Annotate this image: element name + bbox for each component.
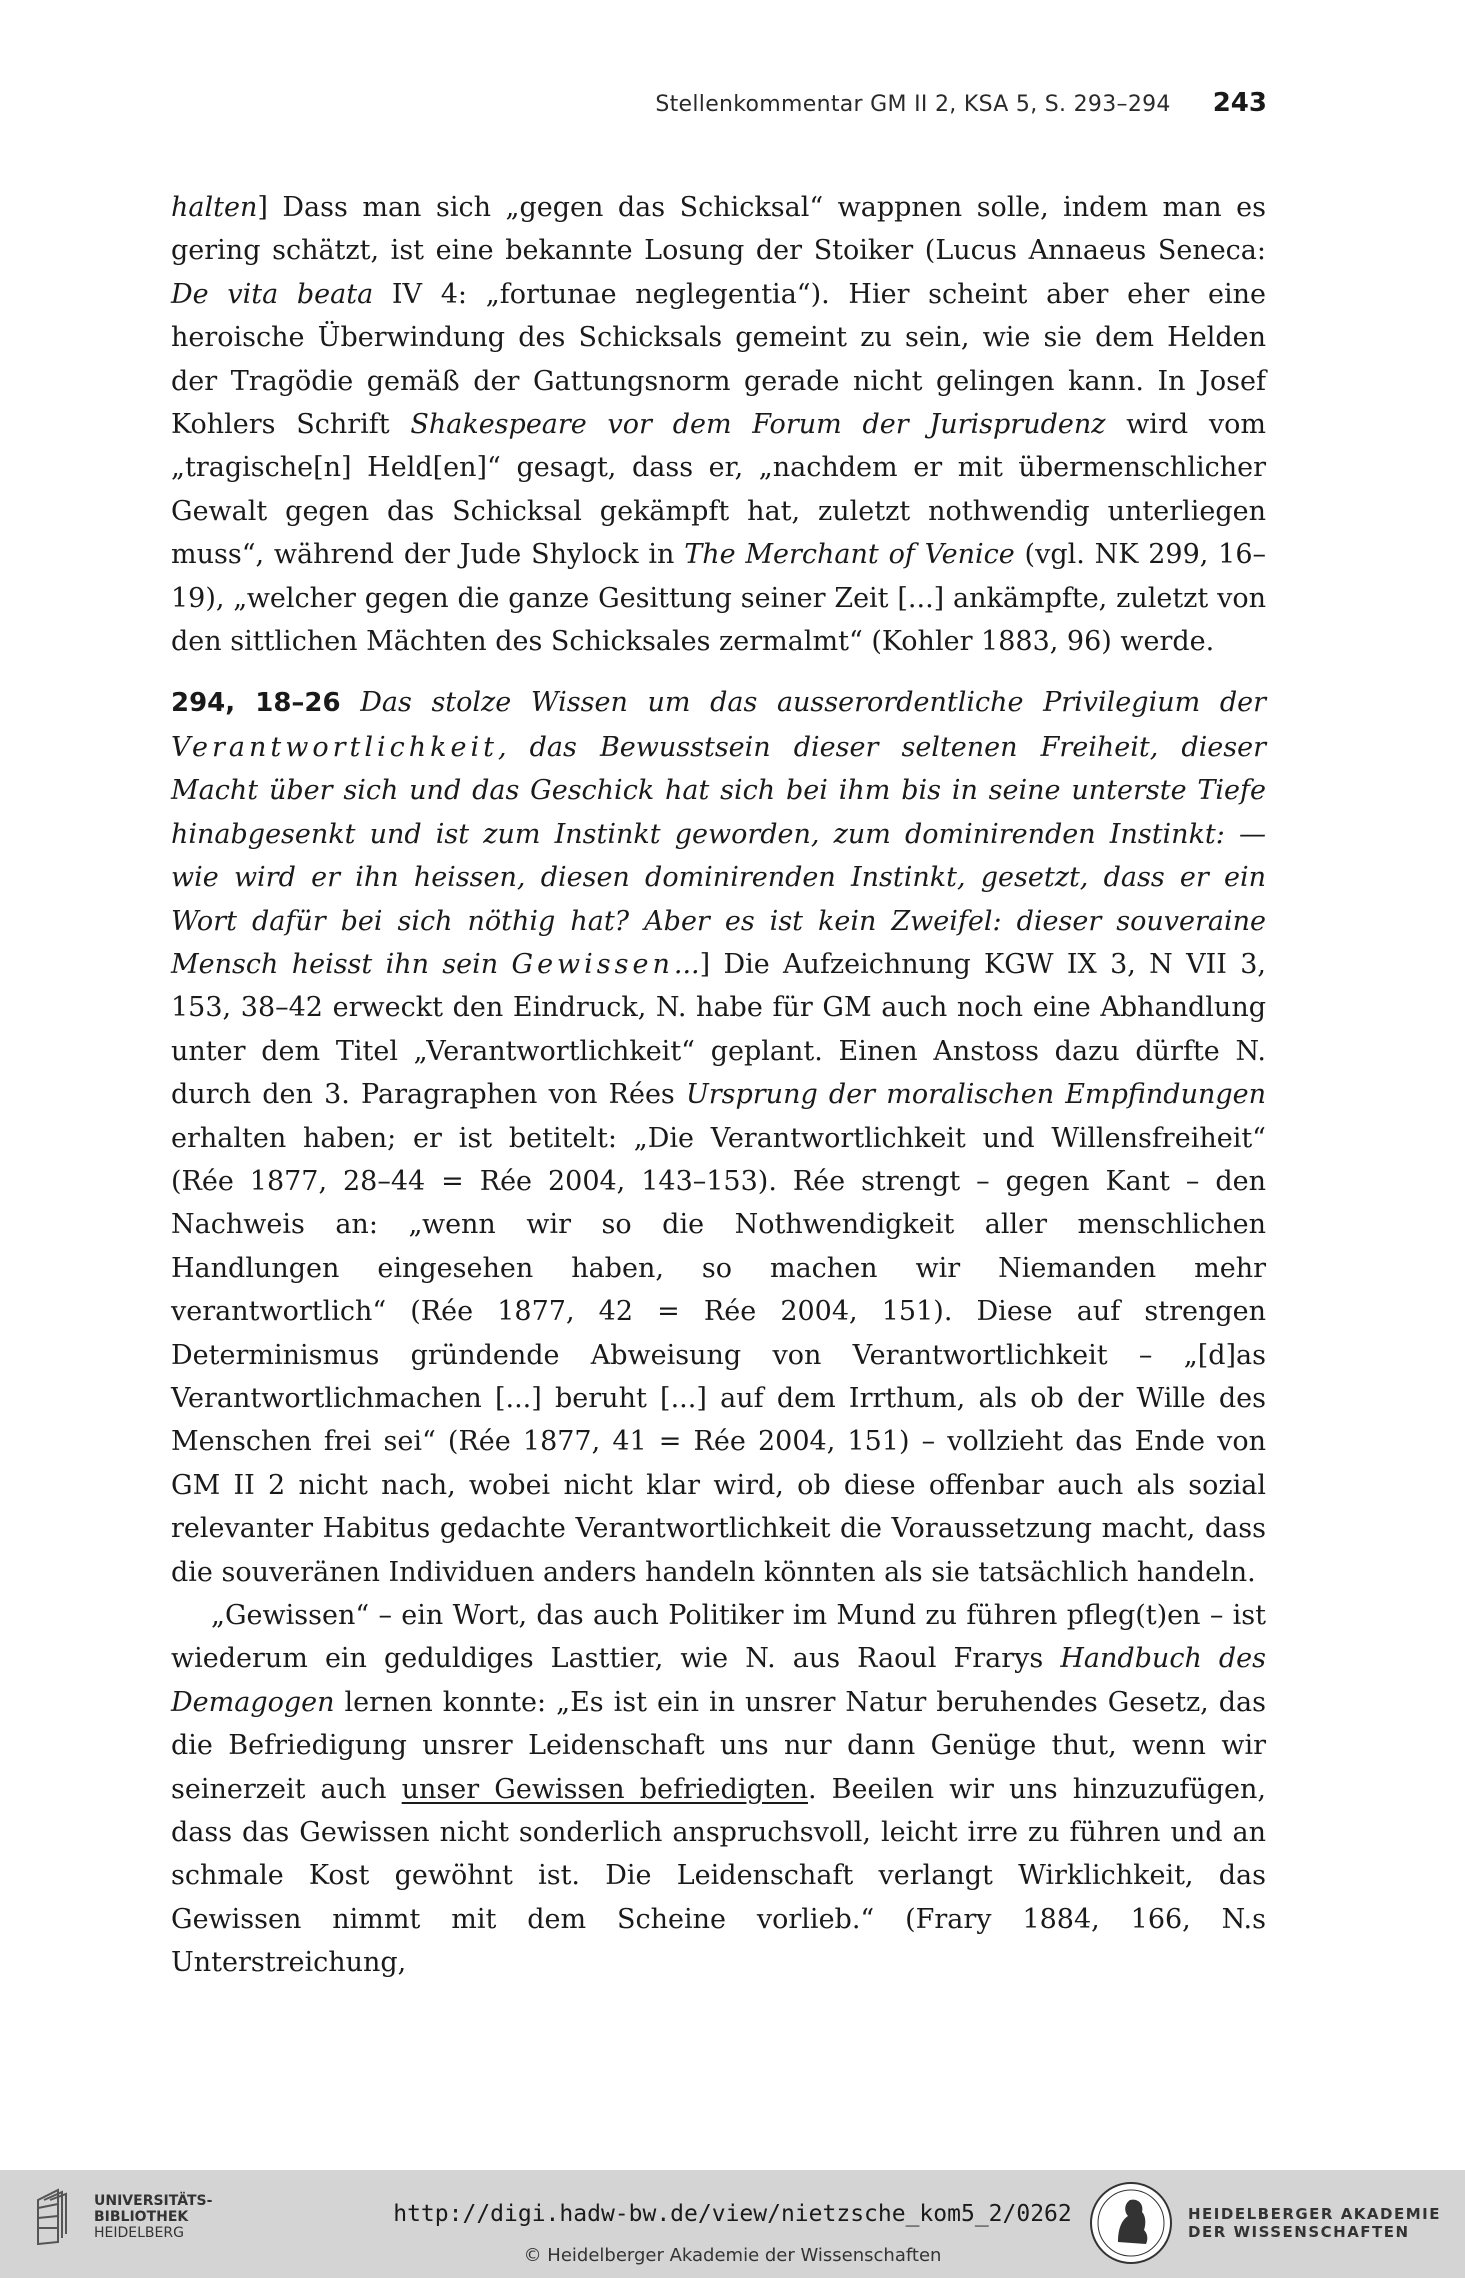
ub-logo-line: BIBLIOTHEK	[94, 2209, 189, 2225]
lemma-text: Das stolze Wissen um das ausserordentliche Privilegium der	[360, 687, 1266, 719]
running-header	[655, 88, 1267, 118]
text-run: erhalten haben; er ist betitelt: „Die Verantwortlichkeit und Willensfreiheit“ (Rée 1877, 28–44 = Rée 2004, 143–153). Rée strengt – gegen Kant – den Nachweis an: „wenn wir so die Nothwendigkeit aller menschlichen Handlungen eingesehen haben, so machen wir Niemanden mehr verantwortlich“ (Rée 1877, 42 = Rée 2004, 151). Diese auf strengen Determinismus gründende Abweisung von Verantwortlichkeit – „[d]as Verantwortlichmachen [...] beruht [...] auf dem Irrthum, als ob der Wille des Menschen frei sei“ (Rée 1877, 41 = Rée 2004, 151) – vollzieht das Ende von GM II 2 nicht nach, wobei nicht klar wird, ob diese offenbar auch als sozial relevanter Habitus gedachte Verantwortlichkeit die Voraussetzung macht, dass die souveränen Individuen anders handeln könnten als sie tatsächlich handeln.	[171, 1122, 1266, 1588]
italic-text: halten	[171, 192, 258, 223]
italic-text: Handbuch des Demagogen	[171, 1643, 1266, 1718]
page-number: 243	[1212, 88, 1267, 118]
ub-logo-line: UNIVERSITÄTS-	[94, 2193, 213, 2209]
text-run: „Gewissen“ – ein Wort, das auch Politiker im Mund zu führen pfleg(t)en – ist wiederum ein geduldiges Lasttier, wie N. aus Raoul Frarys	[171, 1600, 1266, 1675]
text-run: (vgl. NK 299, 16–19), „welcher gegen die ganze Gesittung seiner Zeit [...] ankämpfte, zuletzt von den sittlichen Mächten des Schicksales zermalmt“ (Kohler 1883, 96) werde.	[171, 539, 1267, 658]
academy-seal-icon	[1088, 2180, 1174, 2266]
text-run: IV 4: „fortunae neglegentia“). Hier scheint aber eher eine heroische Überwindung des Schicksals gemeint zu sein, wie sie dem Helden der Tragödie gemäß der Gattungsnorm gerade nicht gelingen kann. In Josef Kohlers Schrift	[171, 278, 1267, 441]
spaced-lemma-text: Gewissen	[511, 948, 674, 980]
lemma-text: , das Bewusstsein dieser seltenen Freiheit, dieser Macht über sich und das Geschick hat sich bei ihm bis in seine unterste Tiefe hinabgesenkt und ist zum Instinkt geworden, zum dominirenden Instinkt: — wie wird er ihn heissen, diesen dominirenden Instinkt, gesetzt, dass er ein Wort dafür bei sich nöthig hat? Aber es ist kein Zweifel: dieser souveraine Mensch heisst ihn sein	[171, 731, 1266, 980]
paragraph-3	[171, 1594, 1266, 1985]
ub-logo-line: HEIDELBERG	[94, 2225, 184, 2241]
italic-text: The Merchant of Venice	[684, 539, 1015, 571]
lemma-text: ...	[673, 948, 700, 980]
main-text	[171, 186, 1266, 1985]
copyright-notice: © Heidelberger Akademie der Wissenschaften	[523, 2245, 942, 2266]
text-run: ] Die Aufzeichnung KGW IX 3, N VII 3, 153, 38–42 erweckt den Eindruck, N. habe für GM auch noch eine Abhandlung unter dem Titel „Verantwortlichkeit“ geplant. Einen Anstoss dazu dürfte N. durch den 3. Paragraphen von Rées	[171, 948, 1266, 1111]
paragraph-1	[171, 186, 1266, 663]
spaced-lemma-text: Verantwortlichkeit	[171, 731, 498, 763]
text-run: ] Dass man sich „gegen das Schicksal“ wappnen solle, indem man es gering schätzt, ist eine bekannte Losung der Stoiker (Lucus Annaeus Seneca:	[171, 192, 1266, 267]
text-run: . Beeilen wir uns hinzuzufügen, dass das Gewissen nicht sonderlich anspruchsvoll, leicht irre zu führen und an schmale Kost gewöhnt ist. Die Leidenschaft verlangt Wirklichkeit, das Gewissen nimmt mit dem Scheine vorlieb.“ (Frary 1884, 166, N.s Unterstreichung,	[171, 1773, 1266, 1979]
paragraph-2	[171, 681, 1266, 1594]
hadw-logo	[1088, 2180, 1441, 2266]
hadw-logo-line: HEIDELBERGER AKADEMIE	[1188, 2205, 1441, 2223]
text-run: lernen konnte: „Es ist ein in unsrer Natur beruhendes Gesetz, das die Befriedigung unsrer Leidenschaft uns nur dann Genüge thut, wenn wir seinerzeit auch	[171, 1686, 1266, 1805]
italic-text: Shakespeare vor dem Forum der Jurisprudenz	[410, 409, 1106, 441]
hadw-logo-line: DER WISSENSCHAFTEN	[1188, 2223, 1410, 2241]
hadw-logo-text	[1188, 2205, 1441, 2241]
italic-text: De vita beata	[171, 278, 374, 310]
text-run: wird vom „tragische[n] Held[en]“ gesagt, dass er, „nachdem er mit übermenschlicher Gewalt gegen das Schicksal gekämpft hat, zuletzt nothwendig unterliegen muss“, während der Jude Shylock in	[171, 409, 1266, 571]
header-title: Stellenkommentar GM II 2, KSA 5, S. 293–294	[655, 92, 1171, 117]
underlined-text: unser Gewissen befriedigten	[401, 1773, 808, 1805]
lemma-reference: 294, 18–26	[171, 688, 341, 719]
source-url[interactable]: http://digi.hadw-bw.de/view/nietzsche_kom5_2/0262	[393, 2201, 1072, 2227]
italic-text: Ursprung der moralischen Empfindungen	[685, 1079, 1266, 1111]
